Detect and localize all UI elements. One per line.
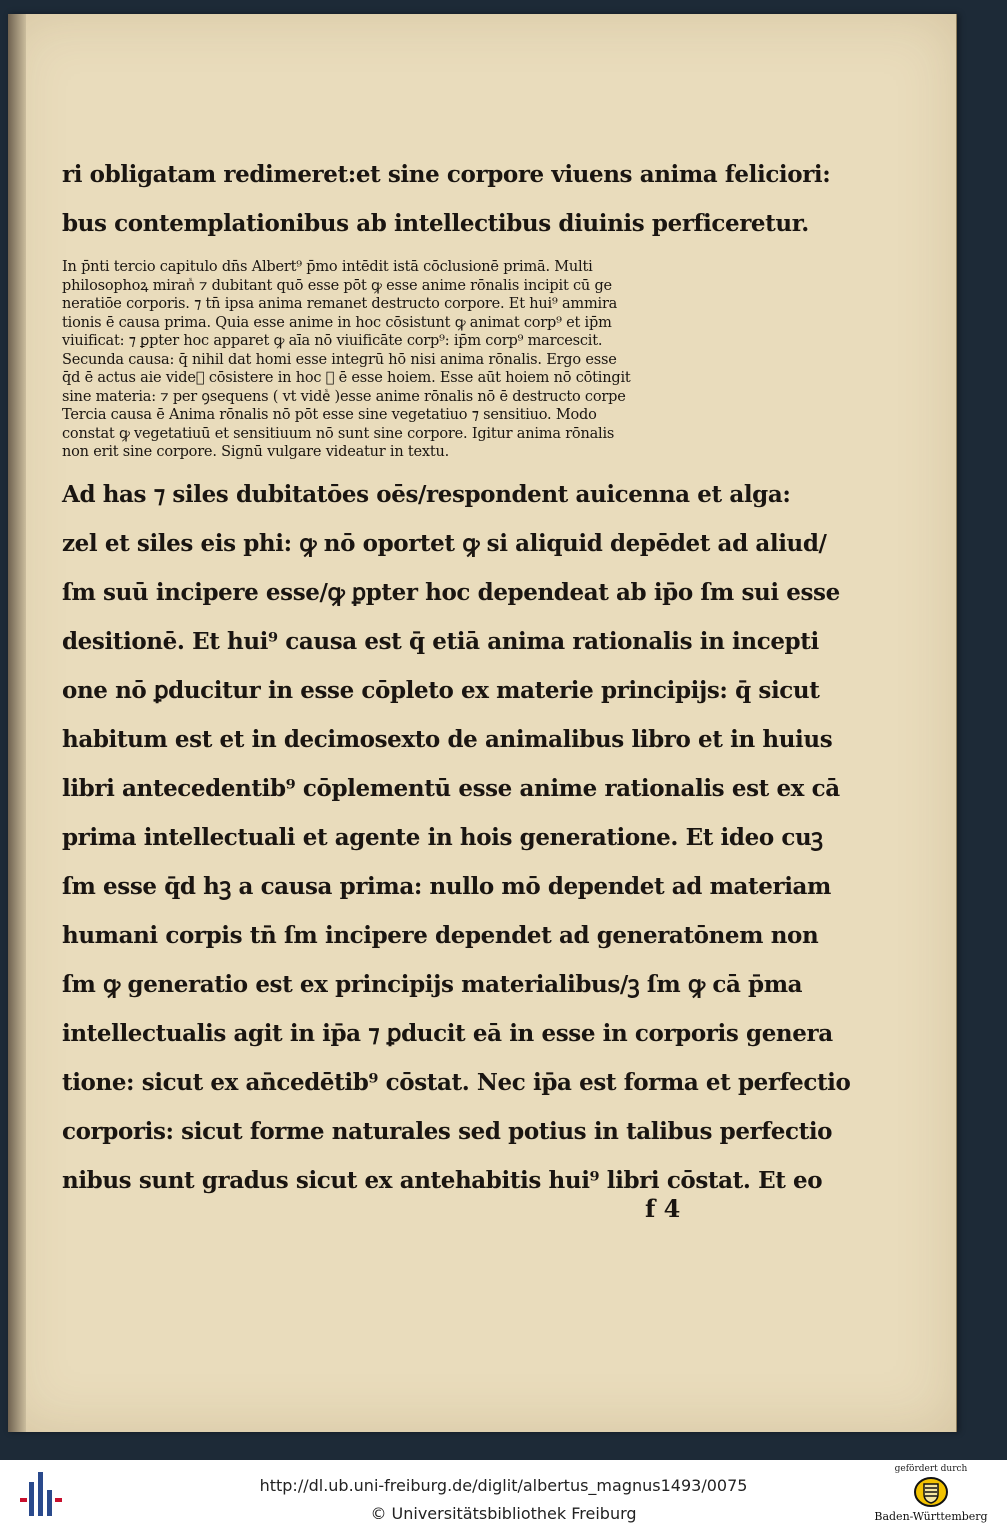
funder-name: Baden-Württemberg (874, 1510, 988, 1523)
text-block (62, 150, 851, 1205)
commentary-line: constat ꝙ vegetatiuū et sensitiuum nō sunt sine corpore. Igitur anima rōnalis (62, 425, 615, 442)
text-line: ſm esse q̄d hꝫ a causa prima: nullo mō dependet ad materiam (62, 872, 831, 900)
text-line: bus contemplationibus ab intellectibus diuinis perficeretur. (62, 210, 809, 237)
commentary-line: philosophoꝝ miranᷤ ⁊ dubitant quō esse pōt ꝙ esse anime rōnalis incipit cū ge (62, 277, 612, 294)
commentary-line: neratiōe corporis. ⁊ tn̄ ipsa anima remanet destructo corpore. Et hui⁹ ammira (62, 296, 618, 312)
text-line: libri antecedentib⁹ cōplementū esse anime rationalis est ex cā (62, 774, 840, 802)
text-line: one nō ꝑducitur in esse cōpleto ex materie principijs: q̄ sicut (62, 676, 820, 704)
text-line: tione: sicut ex an̄cedētib⁹ cōstat. Nec ip̄a est forma et perfectio (62, 1068, 851, 1096)
text-line: intellectualis agit in ip̄a ⁊ ꝑducit eā in esse in corporis genera (62, 1019, 833, 1047)
text-line: desitionē. Et hui⁹ causa est q̄ etiā anima rationalis in incepti (62, 627, 819, 655)
commentary-line: In p̄nti tercio capitulo dn̄s Albert⁹ p̄mo intēdit istā cōclusionē primā. Multi (62, 259, 593, 275)
text-line: zel et siles eis phi: ꝙ nō oportet ꝙ si aliquid depēdet ad aliud/ (62, 529, 827, 557)
commentary-line: sine materia: ⁊ per ꝯsequens ( vt videᷤ )esse anime rōnalis nō ē destructo corpe (62, 388, 626, 405)
text-line: ri obligatam redimeret:et sine corpore viuens anima feliciori: (62, 161, 831, 188)
funder-caption: gefördert durch (894, 1464, 968, 1474)
commentary-line: Tercia causa ē Anima rōnalis nō pōt esse sine vegetatiuo ⁊ sensitiuo. Modo (62, 407, 597, 423)
footer-bar (0, 1460, 1007, 1532)
text-line: humani corpis tn̄ ſm incipere dependet ad generatōnem non (62, 921, 819, 949)
text-line: nibus sunt gradus sicut ex antehabitis hui⁹ libri cōstat. Et eo (62, 1166, 823, 1194)
page-gutter (8, 14, 26, 1432)
commentary-line: tionis ē causa prima. Quia esse anime in hoc cōsistunt ꝙ animat corp⁹ et ip̄m (62, 314, 612, 331)
copyright-text: © Universitätsbibliothek Freiburg (370, 1504, 637, 1523)
text-line: prima intellectuali et agente in hois generatione. Et ideo cuꝫ (62, 823, 823, 851)
signature-mark: f 4 (645, 1194, 681, 1223)
commentary-line: Secunda causa: q̄ nihil dat homi esse integrū hō nisi anima rōnalis. Ergo esse (62, 351, 617, 368)
text-line: habitum est et in decimosexto de animalibus libro et in huius (62, 725, 833, 753)
text-line: corporis: sicut forme naturales sed potius in talibus perfectio (62, 1117, 833, 1145)
funder-badge[interactable] (872, 1464, 990, 1530)
text-line: ſm suū incipere esse/ꝙ ꝑpter hoc dependeat ab ip̄o ſm sui esse (62, 578, 840, 606)
commentary-line: viuificat: ⁊ ꝑpter hoc apparet ꝙ aīa nō viuificāte corp⁹: ip̄m corp⁹ marcescit. (62, 333, 603, 349)
commentary-line: q̄d ē actus aie videᷤ cōsistere in hoc ꝙ ē esse hoiem. Esse aūt hoiem nō cōtingit (62, 370, 631, 386)
commentary-block (62, 258, 702, 462)
text-line: ſm ꝙ generatio est ex principijs materialibus/ꝫ ſm ꝙ cā p̄ma (62, 970, 803, 998)
text-line: Ad has ⁊ siles dubitatōes oēs/respondent auicenna et alga: (62, 480, 791, 508)
state-coat-of-arms-icon (913, 1476, 949, 1508)
footer-url-link[interactable]: http://dl.ub.uni-freiburg.de/diglit/albertus_magnus1493/0075 (259, 1476, 748, 1495)
commentary-line: non erit sine corpore. Signū vulgare videatur in textu. (62, 444, 450, 460)
